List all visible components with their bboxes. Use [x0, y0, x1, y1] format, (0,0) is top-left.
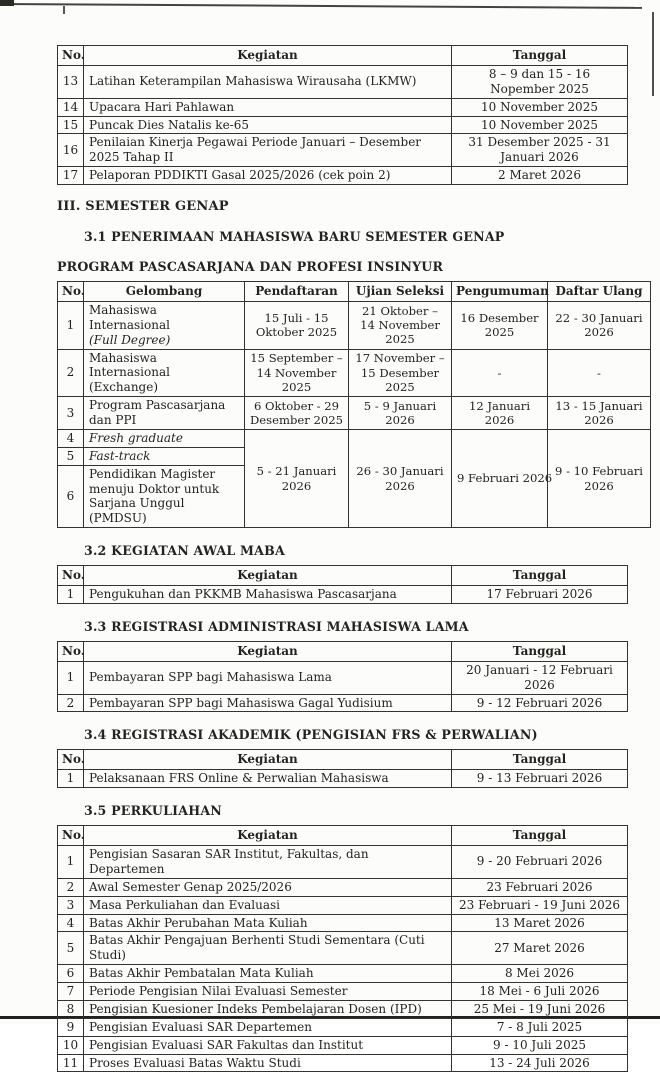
cell-tanggal: 9 - 13 Februari 2026	[452, 770, 628, 788]
cell-tanggal: 9 - 20 Februari 2026	[452, 846, 628, 879]
header-kegiatan: Kegiatan	[84, 750, 452, 770]
document-content	[57, 45, 650, 1072]
table-row	[58, 770, 628, 788]
table-row	[58, 65, 628, 98]
cell-daftar-ulang-merged: 9 - 10 Februari 2026	[548, 429, 651, 527]
registrasi-akademik-table	[57, 749, 628, 788]
scan-artifact-right-edge	[652, 12, 654, 96]
cell-kegiatan: Pengukuhan dan PKKMB Mahasiswa Pascasarjana	[84, 586, 452, 604]
cell-no: 17	[58, 167, 84, 185]
section-heading-program-pascasarjana: PROGRAM PASCASARJANA DAN PROFESI INSINYUR	[57, 259, 444, 274]
scan-artifact-top-left-mark	[0, 0, 14, 6]
table-row	[58, 1018, 628, 1036]
cell-pengumuman-merged: 9 Februari 2026	[452, 429, 548, 527]
cell-kegiatan: Awal Semester Genap 2025/2026	[84, 878, 452, 896]
cell-no: 10	[58, 1036, 84, 1054]
table-header-row	[58, 826, 628, 846]
table-row	[58, 301, 651, 349]
cell-pengumuman: 16 Desember 2025	[452, 301, 548, 349]
cell-no: 4	[58, 429, 84, 447]
cell-no: 3	[58, 397, 84, 430]
header-tanggal: Tanggal	[452, 566, 628, 586]
cell-kegiatan: Batas Akhir Pengajuan Berhenti Studi Sementara (Cuti Studi)	[84, 932, 452, 965]
table-row	[58, 134, 628, 167]
cell-no: 8	[58, 1000, 84, 1018]
cell-kegiatan: Pelaporan PDDIKTI Gasal 2025/2026 (cek poin 2)	[84, 167, 452, 185]
cell-no: 1	[58, 661, 84, 694]
table-header-row	[58, 641, 628, 661]
header-no: No.	[58, 826, 84, 846]
cell-tanggal: 25 Mei - 19 Juni 2026	[452, 1000, 628, 1018]
cell-kegiatan: Pembayaran SPP bagi Mahasiswa Lama	[84, 661, 452, 694]
table-row	[58, 694, 628, 712]
table-row	[58, 983, 628, 1001]
cell-no: 6	[58, 465, 84, 528]
header-tanggal: Tanggal	[452, 46, 628, 66]
cell-pendaftaran-merged: 5 - 21 Januari 2026	[245, 429, 349, 527]
cell-kegiatan: Masa Perkuliahan dan Evaluasi	[84, 896, 452, 914]
table-header-row	[58, 750, 628, 770]
cell-pengumuman: 12 Januari 2026	[452, 397, 548, 430]
cell-kegiatan: Penilaian Kinerja Pegawai Periode Januari – Desember 2025 Tahap II	[84, 134, 452, 167]
header-tanggal: Tanggal	[452, 750, 628, 770]
table-header-row	[58, 282, 651, 302]
cell-no: 5	[58, 932, 84, 965]
table-row	[58, 896, 628, 914]
table-row	[58, 878, 628, 896]
table-row	[58, 397, 651, 430]
cell-pengumuman: -	[452, 349, 548, 397]
section-heading-3-3: 3.3 REGISTRASI ADMINISTRASI MAHASISWA LAMA	[84, 618, 469, 634]
cell-no: 7	[58, 983, 84, 1001]
cell-tanggal: 23 Februari - 19 Juni 2026	[452, 896, 628, 914]
cell-kegiatan: Batas Akhir Pembatalan Mata Kuliah	[84, 965, 452, 983]
cell-gelombang	[84, 349, 245, 397]
cell-kegiatan: Batas Akhir Perubahan Mata Kuliah	[84, 914, 452, 932]
header-no: No.	[58, 46, 84, 66]
table-row	[58, 167, 628, 185]
table-row	[58, 586, 628, 604]
scan-artifact-top-tick	[63, 6, 65, 14]
header-no: No.	[58, 282, 84, 302]
header-ujian-seleksi: Ujian Seleksi	[349, 282, 452, 302]
cell-daftar-ulang: 13 - 15 Januari 2026	[548, 397, 651, 430]
cell-tanggal: 20 Januari - 12 Februari 2026	[452, 661, 628, 694]
header-daftar-ulang: Daftar Ulang	[548, 282, 651, 302]
header-kegiatan: Kegiatan	[84, 641, 452, 661]
cell-ujian-seleksi: 17 November – 15 Desember 2025	[349, 349, 452, 397]
header-tanggal: Tanggal	[452, 826, 628, 846]
gelombang-subname: (Exchange)	[89, 380, 159, 395]
section-heading-3-2: 3.2 KEGIATAN AWAL MABA	[84, 543, 285, 559]
cell-pendaftaran: 6 Oktober - 29 Desember 2025	[245, 397, 349, 430]
kegiatan-awal-maba-table	[57, 565, 628, 604]
section-heading-3-5: 3.5 PERKULIAHAN	[84, 803, 223, 819]
cell-tanggal: 31 Desember 2025 - 31 Januari 2026	[452, 134, 628, 167]
cell-tanggal: 10 November 2025	[452, 98, 628, 116]
cell-gelombang: Program Pascasarjana dan PPI	[84, 397, 245, 430]
table-row	[58, 914, 628, 932]
cell-tanggal: 13 - 24 Juli 2026	[452, 1054, 628, 1072]
table-row	[58, 932, 628, 965]
header-kegiatan: Kegiatan	[84, 826, 452, 846]
gelombang-name: Mahasiswa Internasional	[89, 302, 170, 332]
cell-kegiatan: Proses Evaluasi Batas Waktu Studi	[84, 1054, 452, 1072]
cell-no: 3	[58, 896, 84, 914]
cell-no: 14	[58, 98, 84, 116]
cell-kegiatan: Pengisian Sasaran SAR Institut, Fakultas, dan Departemen	[84, 846, 452, 879]
cell-no: 9	[58, 1018, 84, 1036]
cell-pendaftaran: 15 Juli - 15 Oktober 2025	[245, 301, 349, 349]
cell-no: 16	[58, 134, 84, 167]
cell-tanggal: 23 Februari 2026	[452, 878, 628, 896]
header-kegiatan: Kegiatan	[84, 566, 452, 586]
cell-kegiatan: Upacara Hari Pahlawan	[84, 98, 452, 116]
header-tanggal: Tanggal	[452, 641, 628, 661]
cell-tanggal: 17 Februari 2026	[452, 586, 628, 604]
section-heading-semester-genap: III. SEMESTER GENAP	[57, 199, 229, 214]
header-pengumuman: Pengumuman	[452, 282, 548, 302]
cell-no: 2	[58, 878, 84, 896]
cell-tanggal: 9 - 12 Februari 2026	[452, 694, 628, 712]
section-heading-3-4: 3.4 REGISTRASI AKADEMIK (PENGISIAN FRS & PERWALIAN)	[84, 727, 538, 743]
cell-tanggal: 13 Maret 2026	[452, 914, 628, 932]
cell-kegiatan: Pelaksanaan FRS Online & Perwalian Mahasiswa	[84, 770, 452, 788]
cell-tanggal: 10 November 2025	[452, 116, 628, 134]
cell-tanggal: 9 - 10 Juli 2025	[452, 1036, 628, 1054]
cell-kegiatan: Periode Pengisian Nilai Evaluasi Semester	[84, 983, 452, 1001]
cell-kegiatan: Pengisian Evaluasi SAR Fakultas dan Institut	[84, 1036, 452, 1054]
cell-ujian-seleksi: 21 Oktober – 14 November 2025	[349, 301, 452, 349]
registrasi-administrasi-table	[57, 641, 628, 713]
cell-no: 1	[58, 770, 84, 788]
cell-no: 1	[58, 586, 84, 604]
table-row	[58, 1036, 628, 1054]
cell-kegiatan: Pengisian Evaluasi SAR Departemen	[84, 1018, 452, 1036]
header-no: No.	[58, 566, 84, 586]
table-row	[58, 1000, 628, 1018]
cell-tanggal: 27 Maret 2026	[452, 932, 628, 965]
cell-ujian-seleksi: 5 - 9 Januari 2026	[349, 397, 452, 430]
cell-no: 4	[58, 914, 84, 932]
cell-kegiatan: Pembayaran SPP bagi Mahasiswa Gagal Yudisium	[84, 694, 452, 712]
header-no: No.	[58, 750, 84, 770]
cell-gelombang: Fresh graduate	[84, 429, 245, 447]
cell-tanggal: 7 - 8 Juli 2025	[452, 1018, 628, 1036]
table-row	[58, 965, 628, 983]
cell-tanggal: 18 Mei - 6 Juli 2026	[452, 983, 628, 1001]
perkuliahan-table	[57, 825, 628, 1072]
table-row	[58, 846, 628, 879]
header-kegiatan: Kegiatan	[84, 46, 452, 66]
cell-tanggal: 2 Maret 2026	[452, 167, 628, 185]
cell-no: 1	[58, 301, 84, 349]
lanjutan-semester-gasal-table	[57, 45, 628, 185]
penerimaan-mahasiswa-baru-table	[57, 281, 651, 528]
section-heading-3-1: 3.1 PENERIMAAN MAHASISWA BARU SEMESTER GENAP	[84, 229, 505, 244]
header-no: No.	[58, 641, 84, 661]
cell-ujian-seleksi-merged: 26 - 30 Januari 2026	[349, 429, 452, 527]
table-row	[58, 661, 628, 694]
cell-kegiatan: Puncak Dies Natalis ke-65	[84, 116, 452, 134]
cell-kegiatan: Latihan Keterampilan Mahasiswa Wirausaha (LKMW)	[84, 65, 452, 98]
cell-no: 15	[58, 116, 84, 134]
cell-no: 6	[58, 965, 84, 983]
table-row	[58, 429, 651, 447]
cell-no: 2	[58, 349, 84, 397]
table-header-row	[58, 46, 628, 66]
header-pendaftaran: Pendaftaran	[245, 282, 349, 302]
cell-no: 13	[58, 65, 84, 98]
table-row	[58, 98, 628, 116]
table-row	[58, 1054, 628, 1072]
cell-daftar-ulang: -	[548, 349, 651, 397]
cell-gelombang: Pendidikan Magister menuju Doktor untuk Sarjana Unggul (PMDSU)	[84, 465, 245, 528]
cell-gelombang	[84, 301, 245, 349]
table-row	[58, 116, 628, 134]
table-row	[58, 349, 651, 397]
header-gelombang: Gelombang	[84, 282, 245, 302]
cell-tanggal: 8 Mei 2026	[452, 965, 628, 983]
scan-artifact-top-edge	[0, 3, 642, 9]
gelombang-name: Mahasiswa Internasional	[89, 350, 170, 380]
cell-daftar-ulang: 22 - 30 Januari 2026	[548, 301, 651, 349]
cell-gelombang: Fast-track	[84, 447, 245, 465]
gelombang-subname: (Full Degree)	[89, 332, 171, 347]
cell-tanggal: 8 – 9 dan 15 - 16 Nopember 2025	[452, 65, 628, 98]
cell-no: 2	[58, 694, 84, 712]
cell-kegiatan: Pengisian Kuesioner Indeks Pembelajaran Dosen (IPD)	[84, 1000, 452, 1018]
cell-no: 1	[58, 846, 84, 879]
table-header-row	[58, 566, 628, 586]
cell-no: 11	[58, 1054, 84, 1072]
cell-pendaftaran: 15 September – 14 November 2025	[245, 349, 349, 397]
cell-no: 5	[58, 447, 84, 465]
